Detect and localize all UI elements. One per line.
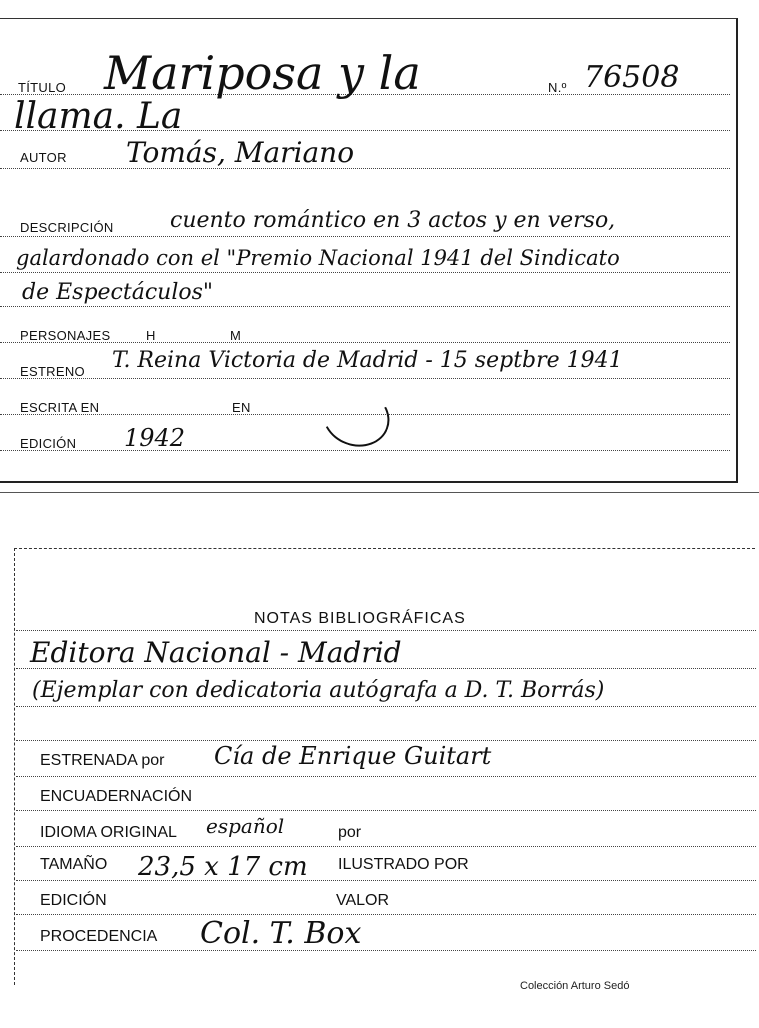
- ilustrado-label: ILUSTRADO POR: [338, 856, 469, 873]
- rule: [0, 306, 730, 307]
- edicion-label: EDICIÓN: [20, 436, 77, 451]
- estreno-value: T. Reina Victoria de Madrid - 15 septbre 1941: [112, 348, 623, 373]
- personajes-label: PERSONAJES: [20, 328, 111, 343]
- descripcion-line1: cuento romántico en 3 actos y en verso,: [170, 208, 616, 233]
- edicion2-label: EDICIÓN: [40, 892, 107, 909]
- procedencia-label: PROCEDENCIA: [40, 928, 158, 945]
- estreno-label: ESTRENO: [20, 364, 85, 379]
- tamano-label: TAMAÑO: [40, 856, 108, 873]
- titulo-label: TÍTULO: [18, 80, 67, 95]
- rule: [16, 880, 756, 881]
- rule: [0, 450, 730, 451]
- tamano-value: 23,5 x 17 cm: [138, 852, 308, 882]
- rule: [16, 706, 756, 707]
- notes-line1: Editora Nacional - Madrid: [30, 636, 402, 669]
- procedencia-value: Col. T. Box: [200, 916, 362, 951]
- notas-heading: NOTAS BIBLIOGRÁFICAS: [254, 610, 466, 627]
- escrita-en2-label: EN: [232, 400, 251, 415]
- rule: [16, 810, 756, 811]
- personajes-m-label: M: [230, 328, 242, 343]
- rule: [16, 740, 756, 741]
- por-label: por: [338, 824, 362, 841]
- collection-stamp: Colección Arturo Sedó: [520, 980, 630, 992]
- autor-value: Tomás, Mariano: [126, 136, 355, 169]
- rule: [0, 236, 730, 237]
- separator: [0, 492, 759, 493]
- titulo-value-line2: llama. La: [14, 96, 183, 137]
- notes-line2: (Ejemplar con dedicatoria autógrafa a D. T. Borrás): [32, 678, 605, 703]
- descripcion-line3: de Espectáculos": [22, 280, 214, 305]
- estrenada-label: ESTRENADA por: [40, 752, 165, 769]
- edicion-value: 1942: [124, 424, 186, 452]
- idioma-value: español: [206, 814, 285, 838]
- rule: [16, 776, 756, 777]
- encuadernacion-label: ENCUADERNACIÓN: [40, 788, 193, 805]
- rule: [16, 846, 756, 847]
- titulo-value-line1: Mariposa y la: [104, 46, 421, 100]
- autor-label: AUTOR: [20, 150, 67, 165]
- rule: [0, 168, 730, 169]
- descripcion-label: DESCRIPCIÓN: [20, 220, 114, 235]
- escrita-en-label: ESCRITA EN: [20, 400, 100, 415]
- rule: [0, 272, 730, 273]
- rule: [16, 630, 756, 631]
- rule: [0, 378, 730, 379]
- personajes-h-label: H: [146, 328, 156, 343]
- descripcion-line2: galardonado con el "Premio Nacional 1941 del Sindicato: [16, 246, 620, 270]
- idioma-label: IDIOMA ORIGINAL: [40, 824, 177, 841]
- numero-label: N.º: [548, 80, 567, 95]
- valor-label: VALOR: [336, 892, 390, 909]
- estrenada-value: Cía de Enrique Guitart: [214, 742, 492, 770]
- numero-value: 76508: [584, 60, 680, 95]
- rule: [16, 914, 756, 915]
- rule: [16, 950, 756, 951]
